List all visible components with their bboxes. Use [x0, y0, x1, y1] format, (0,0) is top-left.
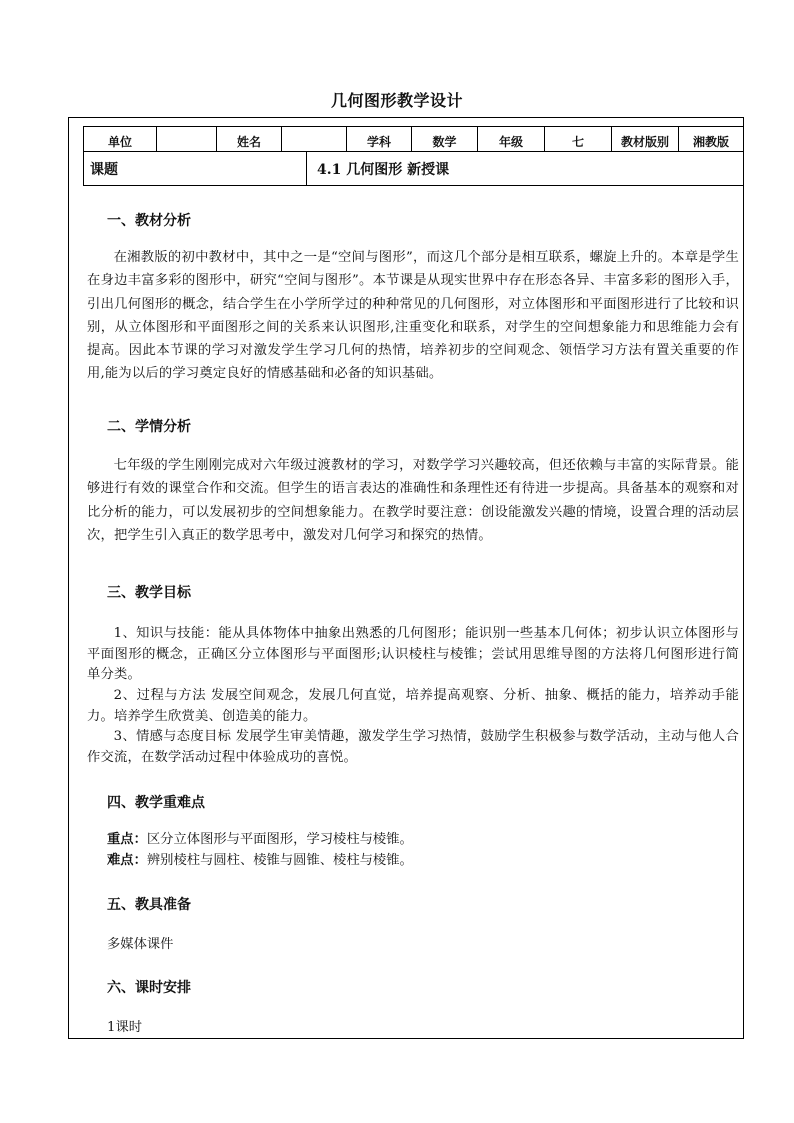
grade-label: 年级 [478, 127, 545, 151]
section-heading-textbook-analysis: 一、教材分析 [107, 213, 191, 229]
student-analysis-text: 七年级的学生刚刚完成对六年级过渡教材的学习，对数学学习兴趣较高，但还依赖与丰富的实际背景。能够进行有效的课堂合作和交流。但学生的语言表达的准确性和条理性还有待进一步提高。具备基本的观察和对比分析的能力，可以发展初步的空间想象能力。在教学时要注意：创设能激发兴趣的情境，设置合理的活动层次，把学生引入真正的数学思考中，激发对几何学习和探究的热情。 [87, 458, 739, 543]
key-point-label: 重点： [107, 832, 147, 847]
topic-row [83, 152, 744, 186]
objective-item-2: 2、过程与方法 发展空间观念，发展几何直觉，培养提高观察、分析、抽象、概括的能力，培养动手能力。培养学生欣赏美、创造美的能力。 [87, 688, 739, 724]
class-hours-text: 1课时 [107, 1020, 143, 1035]
unit-label: 单位 [84, 127, 157, 151]
section-heading-key-difficult-points: 四、教学重难点 [107, 795, 205, 811]
section-heading-teaching-objectives: 三、教学目标 [107, 585, 191, 601]
difficult-point-text: 辨别棱柱与圆柱、棱锥与圆锥、棱柱与棱锥。 [146, 853, 413, 868]
subject-label: 学科 [347, 127, 412, 151]
textbook-edition-label: 教材版别 [612, 127, 679, 151]
key-point-text: 区分立体图形与平面图形，学习棱柱与棱锥。 [146, 832, 413, 847]
difficult-point-label: 难点： [107, 853, 147, 868]
difficult-point-line [107, 851, 413, 872]
unit-value [157, 127, 217, 151]
textbook-edition-value: 湘教版 [692, 134, 729, 149]
name-value [282, 127, 347, 151]
textbook-analysis-text: 在湘教版的初中教材中，其中之一是“空间与图形”，而这几个部分是相互联系，螺旋上升的。本章是学生在身边丰富多彩的图形中，研究“空间与图形”。本节课是从现实世界中存在形态各异、丰富多彩的图形入手，引出几何图形的概念，结合学生在小学所学过的种种常见的几何图形，对立体图形和平面图形进行了比较和识别，从立体图形和平面图形之间的关系来认识图形,注重变化和联系，对学生的空间想象能力和思维能力会有提高。因此本节课的学习对激发学生学习几何的热情，培养初步的空间观念、领悟学习方法有置关重要的作用,能为以后的学习奠定良好的情感基础和必备的知识基础。 [87, 250, 739, 382]
section-heading-student-analysis: 二、学情分析 [107, 419, 191, 435]
subject-value: 数学 [412, 127, 478, 151]
topic-label: 课题 [84, 152, 307, 185]
document-title: 几何图形教学设计 [330, 91, 463, 110]
section-heading-teaching-aids: 五、教具准备 [107, 897, 191, 913]
objective-item-1: 1、知识与技能：能从具体物体中抽象出熟悉的几何图形；能识别一些基本几何体；初步认识立体图形与平面图形的概念，正确区分立体图形与平面图形;认识棱柱与棱锥；尝试用思维导图的方法将几何图形进行简单分类。 [87, 626, 739, 683]
info-header-row [83, 126, 744, 152]
teaching-aids-text: 多媒体课件 [107, 937, 174, 952]
name-label: 姓名 [217, 127, 282, 151]
grade-value: 七 [545, 127, 612, 151]
section-heading-class-hours: 六、课时安排 [107, 980, 191, 996]
key-point-line [107, 830, 413, 851]
objective-item-3: 3、情感与态度目标 发展学生审美情趣，激发学生学习热情，鼓励学生积极参与数学活动，主动与他人合作交流，在数学活动过程中体验成功的喜悦。 [87, 729, 739, 765]
topic-value: 4.1 几何图形 新授课 [317, 161, 450, 178]
